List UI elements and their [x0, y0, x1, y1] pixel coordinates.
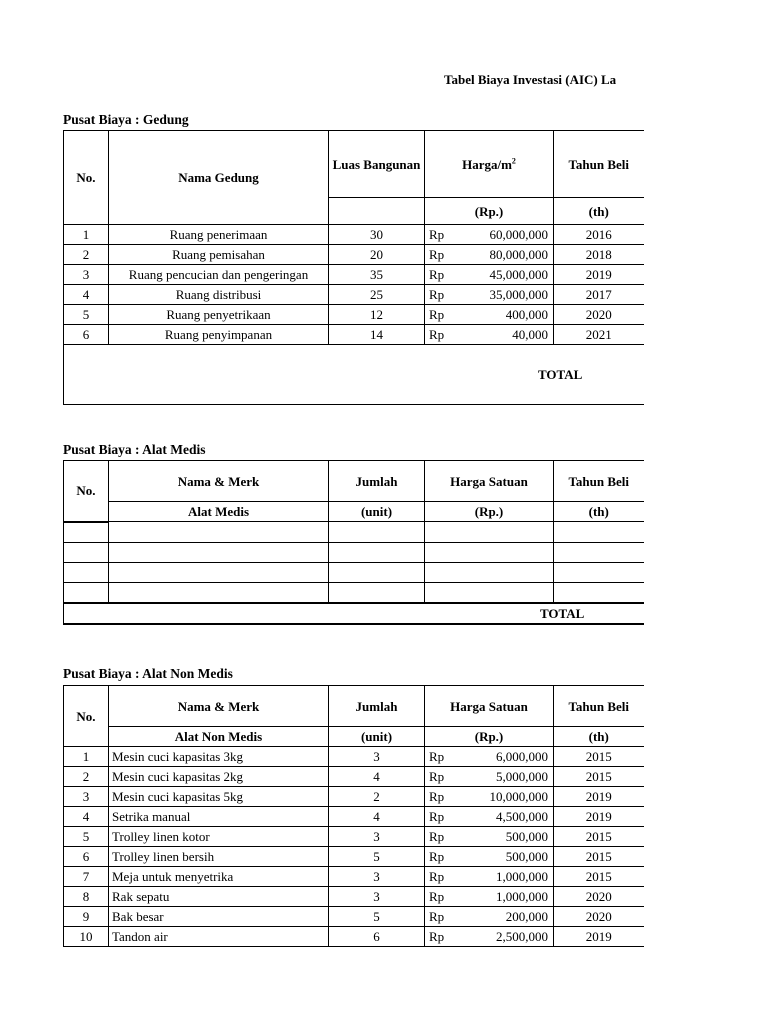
header-tahun-unit: (th) — [554, 502, 644, 522]
cell-tahun: 2015 — [554, 767, 644, 787]
cell-jumlah: 6 — [329, 927, 425, 947]
cell-nama: Ruang penyetrikaan — [109, 305, 329, 325]
cell-luas: 14 — [329, 325, 425, 345]
cell-harga — [425, 305, 554, 325]
header-harga-m2: Harga/$m^2$ — [425, 131, 554, 198]
table-row — [64, 847, 644, 867]
cell-no: 6 — [64, 325, 109, 345]
table-row — [64, 807, 644, 827]
table-row — [64, 582, 644, 603]
cell-no: 2 — [64, 767, 109, 787]
medis-total-label: TOTAL — [540, 605, 585, 621]
cell-tahun: 2019 — [554, 265, 644, 285]
header-luas-unit — [329, 198, 425, 225]
table-row — [64, 285, 644, 305]
section-label-alat-non-medis: Pusat Biaya : Alat Non Medis — [63, 666, 233, 681]
cell-tahun: 2019 — [554, 787, 644, 807]
cell-no: 3 — [64, 787, 109, 807]
header-no: No. — [64, 686, 109, 747]
header-alat-non-medis: Alat Non Medis — [109, 727, 329, 747]
cell-harga — [425, 827, 554, 847]
cell-amount: 6,000,000 — [496, 749, 548, 764]
cell-currency: Rp — [429, 227, 445, 242]
header-harga-unit: (Rp.) — [425, 727, 554, 747]
table-row — [64, 907, 644, 927]
table-row — [64, 265, 644, 285]
cell-no: 4 — [64, 285, 109, 305]
cell-no: 1 — [64, 747, 109, 767]
cell-jumlah: 4 — [329, 767, 425, 787]
cell-tahun: 2015 — [554, 827, 644, 847]
cell-tahun: 2020 — [554, 887, 644, 907]
cell-no: 4 — [64, 807, 109, 827]
cell-luas: 35 — [329, 265, 425, 285]
cell-amount: 35,000,000 — [489, 287, 548, 302]
cell-amount: 45,000,000 — [489, 267, 548, 282]
table-row — [64, 522, 644, 543]
cell-currency: Rp — [429, 789, 445, 804]
cell-currency: Rp — [429, 849, 445, 864]
cell-no: 2 — [64, 245, 109, 265]
cell-luas: 30 — [329, 225, 425, 245]
cell-jumlah: 3 — [329, 867, 425, 887]
cell-no: 7 — [64, 867, 109, 887]
table-row — [64, 767, 644, 787]
cell-amount: 1,000,000 — [496, 889, 548, 904]
cell-currency: Rp — [429, 769, 445, 784]
cell-amount: 200,000 — [505, 909, 548, 924]
cell-currency: Rp — [429, 809, 445, 824]
cell-currency: Rp — [429, 287, 445, 302]
cell-no: 6 — [64, 847, 109, 867]
table-row — [64, 542, 644, 562]
cell-amount: 400,000 — [505, 307, 548, 322]
table-row — [64, 887, 644, 907]
header-nama-merk: Nama & Merk — [109, 686, 329, 727]
cell-nama: Mesin cuci kapasitas 2kg — [109, 767, 329, 787]
cell-nama: Ruang pemisahan — [109, 245, 329, 265]
cell-jumlah: 3 — [329, 887, 425, 907]
header-nama-merk: Nama & Merk — [109, 461, 329, 502]
cell-no: 1 — [64, 225, 109, 245]
cell-tahun: 2020 — [554, 907, 644, 927]
cell-nama: Ruang penyimpanan — [109, 325, 329, 345]
cell-harga — [425, 265, 554, 285]
cell-nama: Mesin cuci kapasitas 5kg — [109, 787, 329, 807]
cell-harga — [425, 887, 554, 907]
cell-amount: 40,000 — [512, 327, 548, 342]
cell-nama: Ruang penerimaan — [109, 225, 329, 245]
cell-jumlah: 3 — [329, 827, 425, 847]
cell-jumlah: 3 — [329, 747, 425, 767]
cell-no: 5 — [64, 827, 109, 847]
header-jumlah: Jumlah — [329, 461, 425, 502]
cell-tahun: 2016 — [554, 225, 644, 245]
document-title: Tabel Biaya Investasi (AIC) La — [444, 72, 617, 87]
cell-amount: 500,000 — [505, 829, 548, 844]
table-row — [64, 225, 644, 245]
cell-no: 3 — [64, 265, 109, 285]
table-row — [64, 927, 644, 947]
header-harga-unit: (Rp.) — [425, 198, 554, 225]
header-tahun-unit: (th) — [554, 727, 644, 747]
cell-nama: Meja untuk menyetrika — [109, 867, 329, 887]
cell-nama: Trolley linen bersih — [109, 847, 329, 867]
cell-currency: Rp — [429, 749, 445, 764]
cell-harga — [425, 787, 554, 807]
cell-jumlah: 4 — [329, 807, 425, 827]
cell-tahun: 2019 — [554, 807, 644, 827]
cell-nama: Rak sepatu — [109, 887, 329, 907]
header-tahun-beli: Tahun Beli — [554, 461, 644, 502]
cell-jumlah: 5 — [329, 907, 425, 927]
cell-nama: Setrika manual — [109, 807, 329, 827]
cell-harga — [425, 927, 554, 947]
cell-tahun: 2015 — [554, 847, 644, 867]
cell-luas: 25 — [329, 285, 425, 305]
cell-jumlah: 2 — [329, 787, 425, 807]
cell-amount: 2,500,000 — [496, 929, 548, 944]
cell-nama: Ruang distribusi — [109, 285, 329, 305]
cell-amount: 80,000,000 — [489, 247, 548, 262]
cell-amount: 5,000,000 — [496, 769, 548, 784]
header-luas: Luas Bangunan — [329, 131, 425, 198]
cell-currency: Rp — [429, 267, 445, 282]
cell-no: 9 — [64, 907, 109, 927]
cell-currency: Rp — [429, 889, 445, 904]
section-label-alat-medis: Pusat Biaya : Alat Medis — [63, 442, 206, 457]
cell-no: 10 — [64, 927, 109, 947]
cell-nama: Tandon air — [109, 927, 329, 947]
cell-tahun: 2019 — [554, 927, 644, 947]
cell-harga — [425, 245, 554, 265]
cell-currency: Rp — [429, 909, 445, 924]
cell-tahun: 2017 — [554, 285, 644, 305]
cell-currency: Rp — [429, 829, 445, 844]
header-harga-unit: (Rp.) — [425, 502, 554, 522]
cell-amount: 60,000,000 — [489, 227, 548, 242]
cell-harga — [425, 747, 554, 767]
cell-harga — [425, 285, 554, 305]
header-tahun-unit: (th) — [554, 198, 644, 225]
header-no: No. — [64, 131, 109, 225]
header-jumlah: Jumlah — [329, 686, 425, 727]
header-tahun-beli: Tahun Beli — [554, 131, 644, 198]
cell-nama: Bak besar — [109, 907, 329, 927]
header-nama-gedung: Nama Gedung — [109, 131, 329, 225]
cell-tahun: 2021 — [554, 325, 644, 345]
cell-luas: 12 — [329, 305, 425, 325]
cell-nama: Mesin cuci kapasitas 3kg — [109, 747, 329, 767]
nonmedis-unit-row — [64, 727, 644, 747]
cell-tahun: 2015 — [554, 747, 644, 767]
header-tahun-beli: Tahun Beli — [554, 686, 644, 727]
cell-no: 8 — [64, 887, 109, 907]
header-jumlah-unit: (unit) — [329, 727, 425, 747]
cell-nama: Ruang pencucian dan pengeringan — [109, 265, 329, 285]
table-row — [64, 827, 644, 847]
cell-tahun: 2020 — [554, 305, 644, 325]
cell-currency: Rp — [429, 307, 445, 322]
table-row — [64, 245, 644, 265]
cell-nama: Trolley linen kotor — [109, 827, 329, 847]
cell-amount: 4,500,000 — [496, 809, 548, 824]
cell-currency: Rp — [429, 869, 445, 884]
gedung-table — [63, 130, 644, 405]
alat-medis-table — [63, 460, 644, 625]
table-row — [64, 305, 644, 325]
cell-amount: 10,000,000 — [489, 789, 548, 804]
header-harga-satuan: Harga Satuan — [425, 461, 554, 502]
cell-amount: 1,000,000 — [496, 869, 548, 884]
cell-harga — [425, 847, 554, 867]
gedung-total-label: TOTAL — [538, 367, 583, 382]
cell-currency: Rp — [429, 929, 445, 944]
medis-total-row — [64, 603, 644, 624]
header-jumlah-unit: (unit) — [329, 502, 425, 522]
cell-luas: 20 — [329, 245, 425, 265]
alat-non-medis-table — [63, 685, 644, 947]
table-row — [64, 562, 644, 582]
medis-unit-row — [64, 502, 644, 522]
cell-harga — [425, 807, 554, 827]
cell-harga — [425, 867, 554, 887]
cell-harga — [425, 225, 554, 245]
cell-currency: Rp — [429, 327, 445, 342]
cell-harga — [425, 907, 554, 927]
cell-tahun: 2015 — [554, 867, 644, 887]
cell-jumlah: 5 — [329, 847, 425, 867]
table-row — [64, 787, 644, 807]
section-label-gedung: Pusat Biaya : Gedung — [63, 112, 189, 127]
header-harga-satuan: Harga Satuan — [425, 686, 554, 727]
header-no: No. — [64, 461, 109, 522]
table-row — [64, 325, 644, 345]
table-row — [64, 867, 644, 887]
cell-no: 5 — [64, 305, 109, 325]
gedung-total-row — [64, 345, 644, 405]
cell-harga — [425, 767, 554, 787]
cell-harga — [425, 325, 554, 345]
nonmedis-header-row — [64, 686, 644, 727]
cell-amount: 500,000 — [505, 849, 548, 864]
cell-currency: Rp — [429, 247, 445, 262]
header-alat-medis: Alat Medis — [109, 502, 329, 522]
table-row — [64, 747, 644, 767]
medis-header-row — [64, 461, 644, 502]
cell-tahun: 2018 — [554, 245, 644, 265]
gedung-header-row — [64, 131, 644, 198]
